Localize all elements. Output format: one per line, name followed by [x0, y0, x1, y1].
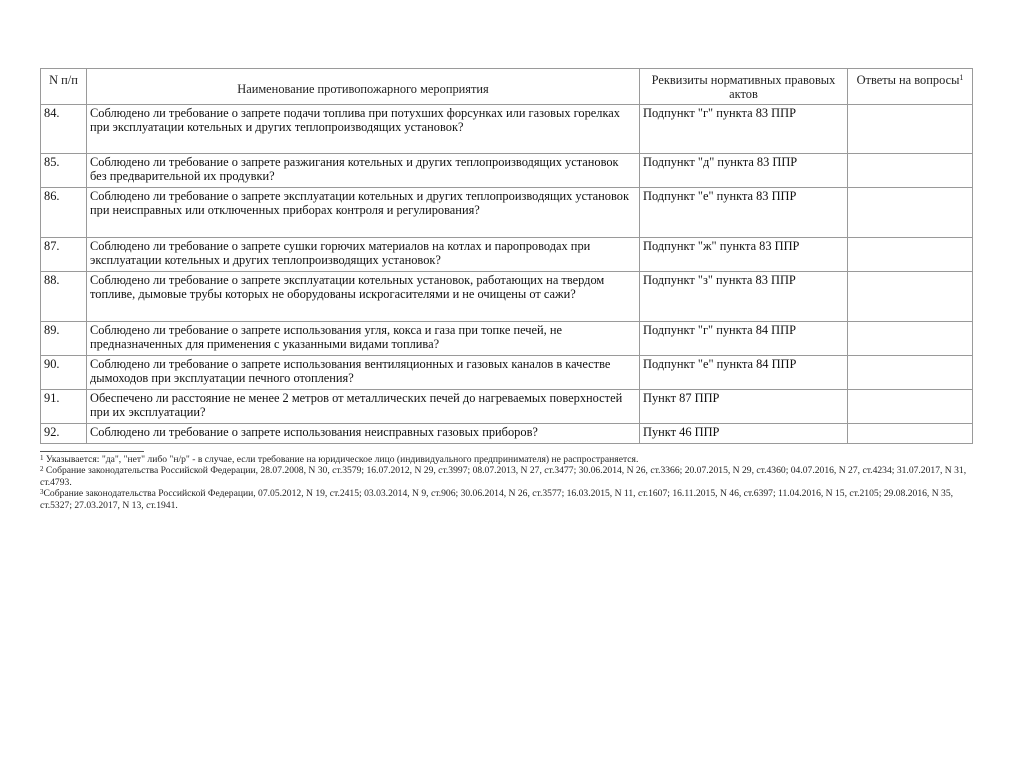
- footnotes: [40, 454, 970, 511]
- row-reference: Подпункт "е" пункта 83 ППР: [640, 188, 848, 238]
- row-answer-cell[interactable]: [848, 238, 973, 272]
- header-answers: [848, 69, 973, 105]
- table-row: [41, 238, 973, 272]
- row-number: 92.: [41, 424, 87, 444]
- row-number: 85.: [41, 154, 87, 188]
- table-row: [41, 105, 973, 154]
- footnote-3: [40, 488, 970, 511]
- row-reference: Подпункт "г" пункта 84 ППР: [640, 322, 848, 356]
- row-question: Соблюдено ли требование о запрете разжигания котельных и других теплопроизводящих установок без предварительной их продувки?: [87, 154, 640, 188]
- row-question: Соблюдено ли требование о запрете использования вентиляционных и газовых каналов в качестве дымоходов при эксплуатации печного отопления?: [87, 356, 640, 390]
- header-answers-footnote-mark: 1: [959, 73, 964, 82]
- row-question: Обеспечено ли расстояние не менее 2 метров от металлических печей до нагреваемых поверхностей при их эксплуатации?: [87, 390, 640, 424]
- row-answer-cell[interactable]: [848, 390, 973, 424]
- footnote-2: [40, 465, 970, 488]
- row-reference: Пункт 46 ППР: [640, 424, 848, 444]
- row-answer-cell[interactable]: [848, 188, 973, 238]
- row-question: Соблюдено ли требование о запрете использования угля, кокса и газа при топке печей, не предназначенных для применения с указанными видами топлива?: [87, 322, 640, 356]
- row-number: 84.: [41, 105, 87, 154]
- row-answer-cell[interactable]: [848, 272, 973, 322]
- document-page: [40, 68, 972, 511]
- footnote-mark: 1: [40, 454, 44, 462]
- table-row: [41, 424, 973, 444]
- row-question: Соблюдено ли требование о запрете эксплуатации котельных установок, работающих на твердом топливе, дымовые трубы которых не оборудованы искрогасителями и не очищены от сажи?: [87, 272, 640, 322]
- footnote-mark: 3: [40, 488, 44, 497]
- table-row: [41, 390, 973, 424]
- header-num: N п/п: [41, 69, 87, 105]
- fire-safety-checklist-table: [40, 68, 973, 444]
- row-question: Соблюдено ли требование о запрете сушки горючих материалов на котлах и паропроводах при эксплуатации котельных и других теплопроизводящих установок?: [87, 238, 640, 272]
- footnote-separator: [40, 451, 144, 452]
- row-reference: Подпункт "д" пункта 83 ППР: [640, 154, 848, 188]
- row-question: Соблюдено ли требование о запрете использования неисправных газовых приборов?: [87, 424, 640, 444]
- row-number: 90.: [41, 356, 87, 390]
- row-question: Соблюдено ли требование о запрете эксплуатации котельных и других теплопроизводящих установок при неисправных или отключенных приборах контроля и регулирования?: [87, 188, 640, 238]
- row-reference: Пункт 87 ППР: [640, 390, 848, 424]
- table-row: [41, 322, 973, 356]
- row-answer-cell[interactable]: [848, 322, 973, 356]
- row-reference: Подпункт "г" пункта 83 ППР: [640, 105, 848, 154]
- row-answer-cell[interactable]: [848, 154, 973, 188]
- header-requisites: Реквизиты нормативных правовых актов: [640, 69, 848, 105]
- footnote-text: Собрание законодательства Российской Федерации, 07.05.2012, N 19, ст.2415; 03.03.2014, N 9, ст.906; 30.06.2014, N 26, ст.3577; 16.03.2015, N 11, ст.1607; 16.11.2015, N 46, ст.6397; 11.04.2016, N 15, ст.2105; 29.08.2016, N 35, ст.5327; 27.03.2017, N 13, ст.1941.: [40, 488, 954, 511]
- table-row: [41, 188, 973, 238]
- table-row: [41, 154, 973, 188]
- row-number: 91.: [41, 390, 87, 424]
- footnote-1: [40, 454, 970, 465]
- row-answer-cell[interactable]: [848, 356, 973, 390]
- row-reference: Подпункт "з" пункта 83 ППР: [640, 272, 848, 322]
- table-row: [41, 272, 973, 322]
- row-question: Соблюдено ли требование о запрете подачи топлива при потухших форсунках или газовых горелках при эксплуатации котельных и других теплопроизводящих установок?: [87, 105, 640, 154]
- row-number: 86.: [41, 188, 87, 238]
- row-number: 87.: [41, 238, 87, 272]
- footnote-text: Собрание законодательства Российской Федерации, 28.07.2008, N 30, ст.3579; 16.07.2012, N 29, ст.3997; 08.07.2013, N 27, ст.3477; 30.06.2014, N 26, ст.3366; 20.07.2015, N 29, ст.4360; 04.07.2016, N 27, ст.4234; 31.07.2017, N 31, ст.4793.: [40, 465, 967, 488]
- footnote-text: Указывается: "да", "нет" либо "н/р" - в случае, если требование на юридическое лицо (индивидуального предпринимателя) не распространяется.: [45, 454, 639, 465]
- row-number: 88.: [41, 272, 87, 322]
- footnote-mark: 2: [40, 465, 44, 474]
- row-answer-cell[interactable]: [848, 105, 973, 154]
- row-number: 89.: [41, 322, 87, 356]
- table-row: [41, 356, 973, 390]
- row-answer-cell[interactable]: [848, 424, 973, 444]
- header-measure: Наименование противопожарного мероприятия: [87, 69, 640, 105]
- header-answers-label: Ответы на вопросы: [856, 73, 960, 87]
- table-header-row: [41, 69, 973, 105]
- row-reference: Подпункт "ж" пункта 83 ППР: [640, 238, 848, 272]
- row-reference: Подпункт "е" пункта 84 ППР: [640, 356, 848, 390]
